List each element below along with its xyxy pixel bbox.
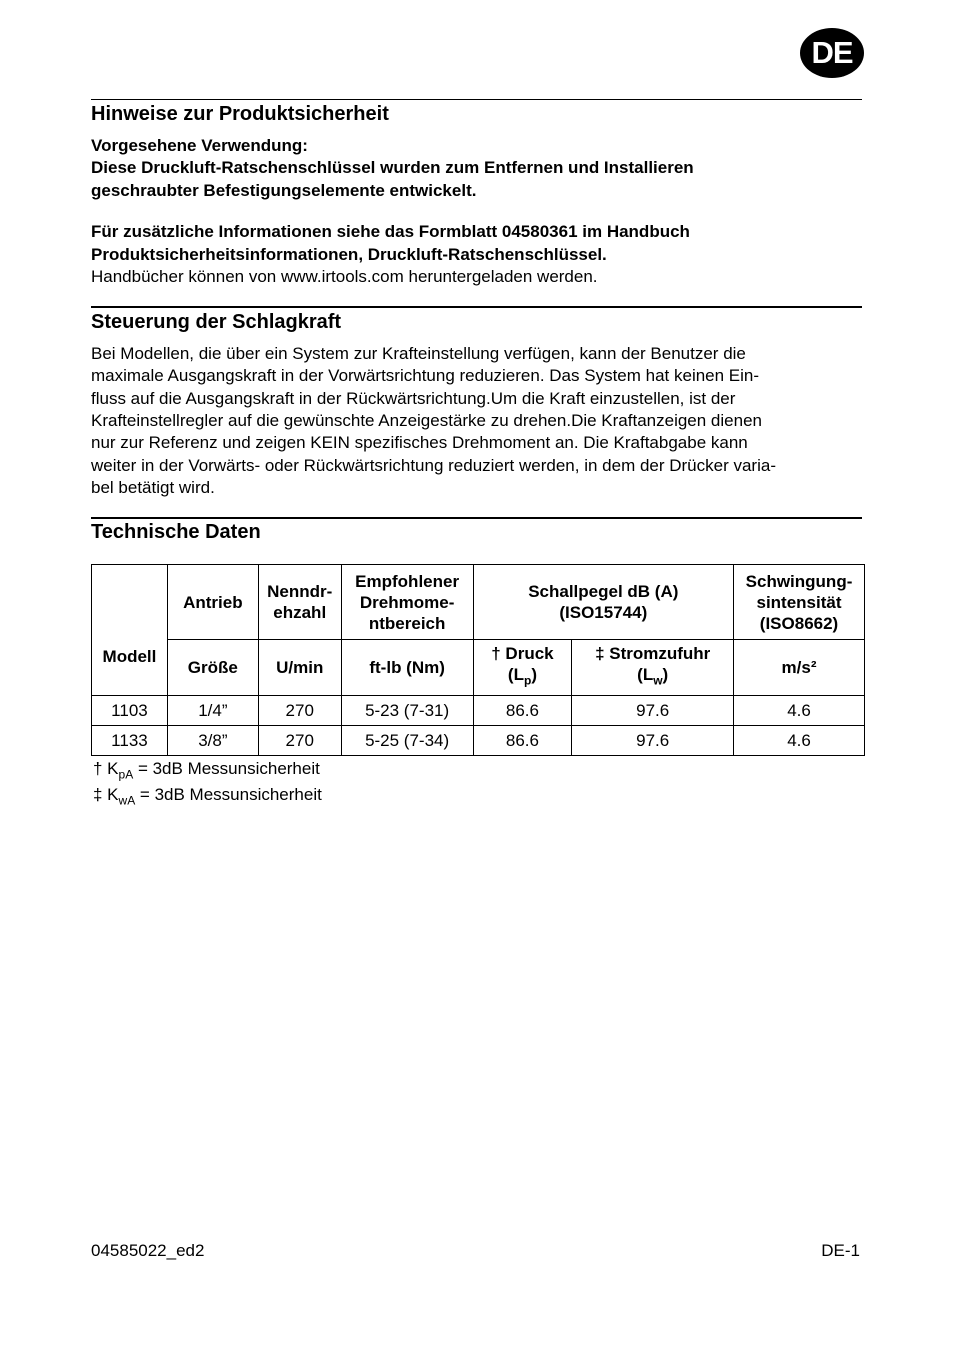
- unit-row: [92, 640, 865, 696]
- unit-stromzufuhr: ‡ Stromzufuhr $(L_w)$: [572, 640, 734, 696]
- technical-data-table: [91, 564, 865, 756]
- intended-use-text-2: geschraubter Befestigungselemente entwickelt.: [91, 181, 477, 200]
- unit-druck: † Druck $(L_p)$: [473, 640, 572, 696]
- cell-power: 97.6: [572, 726, 734, 756]
- header-schwingung: Schwingung- sintensität (ISO8662): [734, 565, 865, 640]
- unit-ftlb: ft-lb (Nm): [341, 640, 473, 696]
- paragraph-line: fluss auf die Ausgangskraft in der Rückwärtsrichtung.Um die Kraft einzustellen, ist der: [91, 389, 736, 408]
- cell-torque: 5-25 (7-34): [341, 726, 473, 756]
- divider: [91, 99, 862, 100]
- header-antrieb: Antrieb: [167, 565, 258, 640]
- cell-speed: 270: [258, 696, 341, 726]
- paragraph-line: nur zur Referenz und zeigen KEIN spezifisches Drehmoment an. Die Kraftabgabe kann: [91, 433, 748, 452]
- cell-torque: 5-23 (7-31): [341, 696, 473, 726]
- header-modell: Modell: [92, 565, 168, 696]
- page-number: DE-1: [821, 1241, 860, 1260]
- intended-use-text-1: Diese Druckluft-Ratschenschlüssel wurden zum Entfernen und Installieren: [91, 158, 694, 177]
- footnote-kpa: † $K_{pA} = 3dB$ Messunsicherheit: [93, 759, 320, 782]
- cell-pressure: 86.6: [473, 696, 572, 726]
- unit-umin: U/min: [258, 640, 341, 696]
- section-title-impact-control: Steuerung der Schlagkraft: [91, 311, 342, 333]
- cell-power: 97.6: [572, 696, 734, 726]
- divider: [91, 517, 862, 519]
- header-nenndrehzahl: Nenndr- ehzahl: [258, 565, 341, 640]
- section-title-product-safety: Hinweise zur Produktsicherheit: [91, 103, 389, 125]
- table-row: [92, 726, 865, 756]
- info-text-2: Produktsicherheitsinformationen, Druckluft-Ratschenschlüssel.: [91, 245, 607, 264]
- paragraph-line: maximale Ausgangskraft in der Vorwärtsrichtung reduzieren. Das System hat keinen Ein-: [91, 366, 760, 385]
- header-schallpegel: Schallpegel dB (A) (ISO15744): [473, 565, 733, 640]
- doc-number: 04585022_ed2: [91, 1241, 205, 1260]
- section-title-technical-data: Technische Daten: [91, 521, 261, 543]
- cell-speed: 270: [258, 726, 341, 756]
- cell-drive: 1/4”: [167, 696, 258, 726]
- paragraph-line: weiter in der Vorwärts- oder Rückwärtsrichtung reduziert werden, in dem der Drücker varia-: [91, 456, 776, 475]
- info-text-1: Für zusätzliche Informationen siehe das Formblatt 04580361 im Handbuch: [91, 222, 690, 241]
- paragraph-line: bel betätigt wird.: [91, 478, 215, 497]
- download-text: Handbücher können von www.irtools.com heruntergeladen werden.: [91, 267, 598, 286]
- footnote-kwa: ‡ $K_{wA} = 3dB$ Messunsicherheit: [93, 785, 322, 808]
- cell-drive: 3/8”: [167, 726, 258, 756]
- divider: [91, 306, 862, 308]
- table-row: [92, 696, 865, 726]
- language-badge: DE: [800, 28, 864, 78]
- paragraph-line: Bei Modellen, die über ein System zur Krafteinstellung verfügen, kann der Benutzer die: [91, 344, 746, 363]
- cell-vibration: 4.6: [734, 726, 865, 756]
- cell-model: 1133: [92, 726, 168, 756]
- header-row: [92, 565, 865, 640]
- cell-model: 1103: [92, 696, 168, 726]
- unit-ms: m/s²: [734, 640, 865, 696]
- unit-groesse: Größe: [167, 640, 258, 696]
- paragraph-line: Krafteinstellregler auf die gewünschte Anzeigestärke zu drehen.Die Kraftanzeigen dienen: [91, 411, 762, 430]
- cell-vibration: 4.6: [734, 696, 865, 726]
- intended-use-label: Vorgesehene Verwendung:: [91, 136, 308, 155]
- header-drehmoment: Empfohlener Drehmome- ntbereich: [341, 565, 473, 640]
- cell-pressure: 86.6: [473, 726, 572, 756]
